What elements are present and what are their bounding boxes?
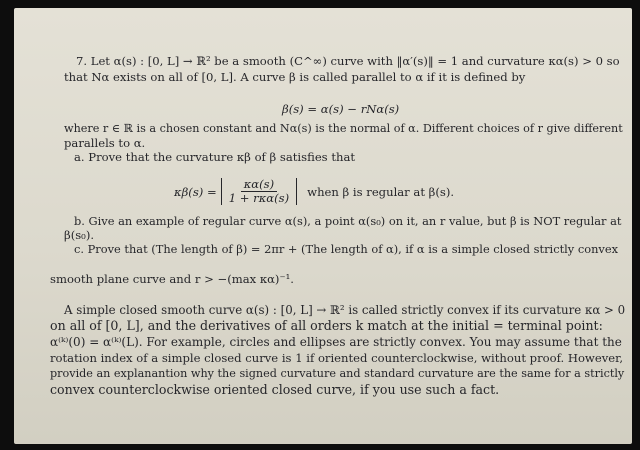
curvature-fraction [221, 178, 297, 205]
regularity-condition: when β is regular at β(s). [307, 184, 455, 199]
problem-line-3: where r ∈ ℝ is a chosen constant and Nα(s) is the normal of α. Different choices of r give different [64, 122, 623, 135]
parallel-curve-equation: β(s) = α(s) − rNα(s) [282, 102, 400, 116]
part-a-text: a. Prove that the curvature κβ of β satisfies that [74, 150, 356, 164]
definition-line-6: convex counterclockwise oriented closed curve, if you use such a fact. [50, 382, 500, 397]
problem-line-2: that Nα exists on all of [0, L]. A curve β is called parallel to α if it is defined by [64, 70, 526, 84]
problem-line-1: 7. Let α(s) : [0, L] → ℝ² be a smooth (C^∞) curve with ‖α′(s)‖ = 1 and curvature κα(s) > 0 so [76, 54, 620, 68]
curvature-lhs: κβ(s) = [174, 184, 217, 199]
definition-line-4: rotation index of a simple closed curve is 1 if oriented counterclockwise, without proof. However, [50, 351, 624, 365]
curvature-equation [174, 178, 454, 205]
definition-line-1: A simple closed smooth curve α(s) : [0, L] → ℝ² is called strictly convex if its curvature κα > 0 [64, 303, 626, 317]
part-c-line-2: smooth plane curve and r > −(max κα)⁻¹. [50, 272, 294, 286]
part-c-line-1: c. Prove that (The length of β) = 2πr + (The length of α), if α is a simple closed strictly convex [74, 242, 619, 256]
part-b-line-2: β(s₀). [64, 228, 95, 242]
part-b-line-1: b. Give an example of regular curve α(s), a point α(s₀) on it, an r value, but β is NOT regular at [74, 214, 622, 228]
document-page [14, 8, 632, 444]
definition-line-3: α⁽ᵏ⁾(0) = α⁽ᵏ⁾(L). For example, circles and ellipses are strictly convex. You may assume that the [50, 335, 622, 349]
fraction-denominator: 1 + rκα(s) [228, 191, 290, 205]
definition-line-5: provide an explanantion why the signed curvature and standard curvature are the same for a strictly [50, 367, 625, 380]
fraction-numerator: κα(s) [241, 178, 277, 192]
definition-line-2: on all of [0, L], and the derivatives of all orders k match at the initial = terminal point: [50, 318, 603, 333]
problem-line-4: parallels to α. [64, 136, 146, 150]
